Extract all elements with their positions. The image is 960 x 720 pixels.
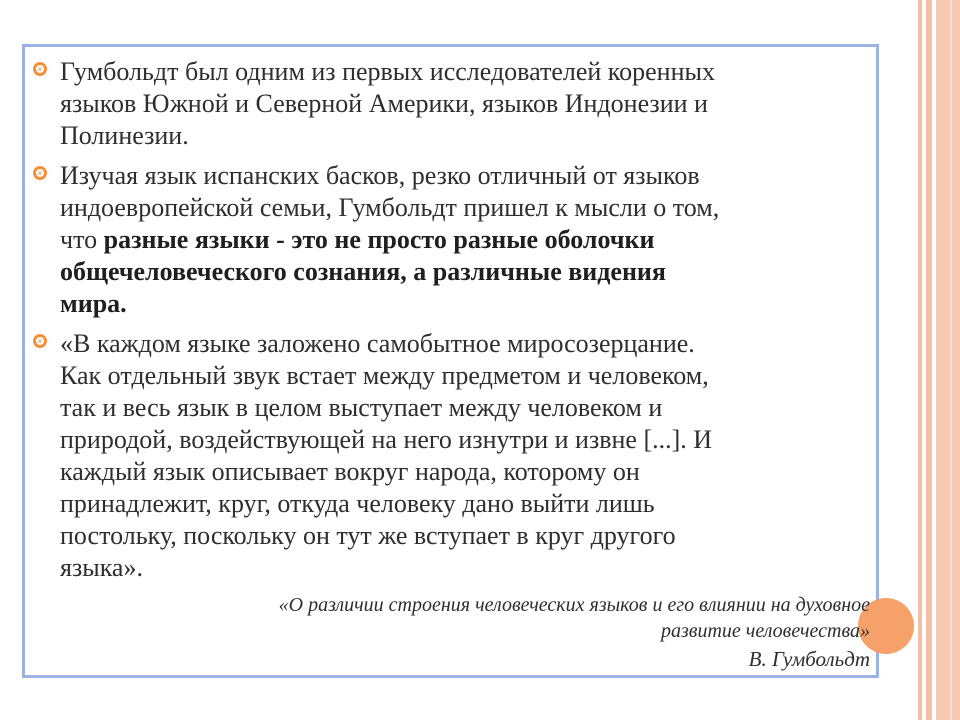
citation-line: развитие человечества» — [660, 620, 870, 642]
bullet-item — [33, 328, 863, 584]
bold-text: мира. — [60, 289, 127, 318]
text-line: принадлежит, круг, откуда человеку дано выйти лишь — [60, 489, 655, 518]
text-span: что — [60, 225, 104, 254]
text-line — [60, 224, 863, 256]
text-line: каждый язык описывает вокруг народа, которому он — [60, 457, 640, 486]
text-line: Как отдельный звук встает между предметом и человеком, — [60, 361, 709, 390]
text-line: природой, воздействующей на него изнутри и извне [...]. И — [60, 425, 713, 454]
bullet-item — [33, 160, 863, 320]
slide-content — [33, 56, 863, 584]
bullet-icon — [33, 166, 47, 180]
text-line: индоевропейской семьи, Гумбольдт пришел к мысли о том, — [60, 193, 720, 222]
citation-source — [60, 592, 870, 644]
text-line: Полинезии. — [60, 121, 189, 150]
text-line: языка». — [60, 553, 143, 582]
decor-stripe — [936, 0, 960, 720]
bold-text: разные языки - это не просто разные оболочки — [103, 225, 655, 254]
decor-stripe — [918, 0, 922, 720]
text-line: Гумбольдт был одним из первых исследователей коренных — [60, 57, 715, 86]
decor-stripe — [950, 0, 952, 720]
text-line: «В каждом языке заложено самобытное миросозерцание. — [60, 329, 695, 358]
bullet-icon — [33, 62, 47, 76]
bold-text: общечеловеческого сознания, а различные видения — [60, 257, 666, 286]
text-line: Изучая язык испанских басков, резко отличный от языков — [60, 161, 700, 190]
bullet-item — [33, 56, 863, 152]
text-line: языков Южной и Северной Америки, языков Индонезии и — [60, 89, 708, 118]
text-line: так и весь язык в целом выступает между человеком и — [60, 393, 663, 422]
bullet-icon — [33, 334, 47, 348]
text-line: постольку, поскольку он тут же вступает в круг другого — [60, 521, 676, 550]
citation-author: В. Гумбольдт — [748, 647, 870, 671]
decor-stripe — [926, 0, 932, 720]
citation-line: «О различии строения человеческих языков и его влиянии на духовное — [278, 594, 870, 616]
